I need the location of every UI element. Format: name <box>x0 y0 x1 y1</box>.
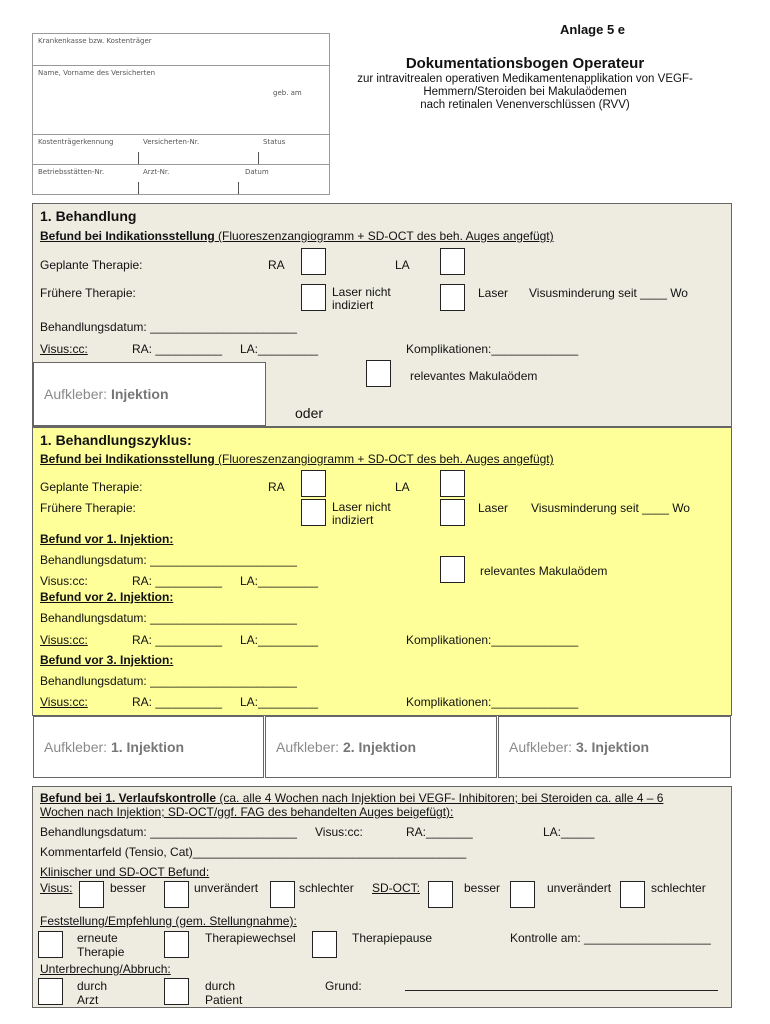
therapiewechsel-checkbox[interactable] <box>164 931 189 958</box>
insurance-box <box>32 33 330 195</box>
aufkleber-injektion-1 <box>33 716 264 778</box>
makulaoedem-2-label: relevantes Makulaödem <box>480 564 608 578</box>
visusminderung-2-field[interactable]: Visusminderung seit ____ Wo <box>531 501 690 515</box>
fruehere-therapie-label: Frühere Therapie: <box>40 286 136 300</box>
ra-2-label: RA <box>268 480 285 494</box>
befund-verlaufskontrolle <box>40 791 730 819</box>
durch-arzt-label <box>77 979 107 1007</box>
visus-cc-inj3-label: Visus:cc: <box>40 695 88 709</box>
geplante-ra-checkbox[interactable] <box>301 248 326 275</box>
ra-inj2-field[interactable]: RA: __________ <box>132 633 223 647</box>
kasse-label: Krankenkasse bzw. Kostenträger <box>38 37 152 45</box>
komplikationen-inj3-field[interactable]: Komplikationen:_____________ <box>406 695 579 709</box>
behandlungsdatum-inj3-field[interactable]: Behandlungsdatum: ______________________ <box>40 674 297 688</box>
befund-indikation <box>40 229 554 243</box>
arztnr-label: Arzt-Nr. <box>143 168 170 176</box>
behandlungsdatum-verlauf-field[interactable]: Behandlungsdatum: ______________________ <box>40 825 297 839</box>
page-title: Dokumentationsbogen Operateur <box>405 55 645 72</box>
visus-schlechter-label: schlechter <box>299 881 354 895</box>
aufkleber-injektion-label: Injektion <box>110 386 169 402</box>
laser-label: Laser <box>478 286 509 300</box>
geplante-la-2-checkbox[interactable] <box>440 470 465 497</box>
befund-verlauf-note2: Wochen nach Injektion; SD-OCT/ggf. FAG des behandelten Auges beigefügt): <box>40 805 454 819</box>
erneute-therapie-checkbox[interactable] <box>38 931 63 958</box>
visus-besser-checkbox[interactable] <box>79 881 104 908</box>
therapiepause-label: Therapiepause <box>352 931 433 945</box>
visus-label: Visus: <box>40 881 73 895</box>
laser-2-checkbox[interactable] <box>440 499 465 526</box>
sdoct-label: SD-OCT: <box>372 881 420 895</box>
komplikationen-inj2-field[interactable]: Komplikationen:_____________ <box>406 633 579 647</box>
visus-cc-verlauf-label: Visus:cc: <box>315 825 363 839</box>
section-behandlungszyklus <box>32 427 732 716</box>
durch-patient-label <box>205 979 242 1007</box>
section2-heading: 1. Behandlungszyklus: <box>40 432 192 448</box>
befund-indikation-label: Befund bei Indikationsstellung <box>40 229 215 243</box>
laser-nicht-indiziert-label <box>332 286 391 312</box>
erneute-text: erneute <box>77 931 118 945</box>
la-label: LA <box>395 258 410 272</box>
visus-cc-label: Visus:cc: <box>40 342 88 356</box>
feststellung-label: Feststellung/Empfehlung (gem. Stellungnahme): <box>40 914 297 928</box>
makulaoedem-2-checkbox[interactable] <box>440 556 465 583</box>
datum-label: Datum <box>245 168 269 176</box>
laser-nicht-text: Laser nicht <box>332 285 391 299</box>
visus-unveraendert-label: unverändert <box>194 881 259 895</box>
visus-cc-inj1-label: Visus:cc: <box>40 574 88 588</box>
laser-checkbox[interactable] <box>440 284 465 311</box>
aufkleber-3-injektion: 3. Injektion <box>575 739 650 755</box>
sdoct-unveraendert-label: unverändert <box>547 881 612 895</box>
durch-patient-checkbox[interactable] <box>164 978 189 1005</box>
arzt-text: Arzt <box>77 993 99 1007</box>
geplante-therapie-2-label: Geplante Therapie: <box>40 480 143 494</box>
la-field[interactable]: LA:_________ <box>240 342 319 356</box>
aufkleber-injektion-2 <box>265 716 497 778</box>
status-label: Status <box>263 138 286 146</box>
name-label: Name, Vorname des Versicherten <box>38 69 156 77</box>
kontrolle-am-field[interactable]: Kontrolle am: ___________________ <box>510 931 711 945</box>
aufkleber-injektion <box>33 362 266 426</box>
la-inj3-field[interactable]: LA:_________ <box>240 695 319 709</box>
laser-2-label: Laser <box>478 501 509 515</box>
geplante-la-checkbox[interactable] <box>440 248 465 275</box>
geb-label: geb. am <box>273 89 302 97</box>
befund-indikation-note: (Fluoreszenzangiogramm + SD-OCT des beh. Auges angefügt) <box>214 229 554 243</box>
geplante-therapie-label: Geplante Therapie: <box>40 258 143 272</box>
befund-vor-2-heading: Befund vor 2. Injektion: <box>40 590 174 604</box>
befund-indikation-2-note: (Fluoreszenzangiogramm + SD-OCT des beh. Auges angefügt) <box>214 452 554 466</box>
unterbrechung-label: Unterbrechung/Abbruch: <box>40 962 171 976</box>
befund-verlauf-label: Befund bei 1. Verlaufskontrolle <box>40 791 217 805</box>
laser-nicht-indiziert-2-label <box>332 501 391 527</box>
ra-verlauf-field[interactable]: RA:_______ <box>406 825 473 839</box>
visusminderung-field[interactable]: Visusminderung seit ____ Wo <box>529 286 688 300</box>
befund-indikation-2-label: Befund bei Indikationsstellung <box>40 452 215 466</box>
ra-field[interactable]: RA: __________ <box>132 342 223 356</box>
laser-nicht-indiziert-checkbox[interactable] <box>301 284 326 311</box>
durch-arzt-checkbox[interactable] <box>38 978 63 1005</box>
behandlungsdatum-inj2-field[interactable]: Behandlungsdatum: ______________________ <box>40 611 297 625</box>
versnr-label: Versicherten-Nr. <box>143 138 200 146</box>
indiziert-2-text: indiziert <box>332 513 374 527</box>
durch-text: durch <box>77 979 108 993</box>
befund-vor-1-heading: Befund vor 1. Injektion: <box>40 532 174 546</box>
sdoct-schlechter-checkbox[interactable] <box>620 881 645 908</box>
sdoct-unveraendert-checkbox[interactable] <box>510 881 535 908</box>
ra-inj3-field[interactable]: RA: __________ <box>132 695 223 709</box>
befund-vor-3-heading: Befund vor 3. Injektion: <box>40 653 174 667</box>
aufkleber-1-label: Aufkleber: <box>44 739 108 755</box>
aufkleber-2-label: Aufkleber: <box>276 739 340 755</box>
page-subtitle <box>340 73 710 112</box>
aufkleber-injektion-3 <box>498 716 731 778</box>
indiziert-text: indiziert <box>332 298 374 312</box>
visus-cc-inj2-label: Visus:cc: <box>40 633 88 647</box>
anlage-label: Anlage 5 e <box>560 22 626 37</box>
visus-besser-label: besser <box>110 881 147 895</box>
klinischer-befund-label: Klinischer und SD-OCT Befund: <box>40 865 210 879</box>
oder-label: oder <box>295 405 324 421</box>
aufkleber-label: Aufkleber: <box>44 386 108 402</box>
subtitle-line: zur intravitrealen operativen Medikamentenapplikation von VEGF- <box>357 73 693 85</box>
grund-label: Grund: <box>325 979 362 993</box>
ra-inj1-field[interactable]: RA: __________ <box>132 574 223 588</box>
makulaoedem-label: relevantes Makulaödem <box>410 369 538 383</box>
befund-indikation-2 <box>40 452 554 466</box>
visus-schlechter-checkbox[interactable] <box>270 881 295 908</box>
erneute-therapie-label <box>77 931 124 959</box>
aufkleber-3-label: Aufkleber: <box>509 739 573 755</box>
subtitle-line: Hemmern/Steroiden bei Makulaödemen <box>423 86 627 98</box>
subtitle-line: nach retinalen Venenverschlüssen (RVV) <box>420 99 630 111</box>
la-inj2-field[interactable]: LA:_________ <box>240 633 319 647</box>
grund-field[interactable] <box>405 990 718 991</box>
sdoct-schlechter-label: schlechter <box>651 881 706 895</box>
aufkleber-2-injektion: 2. Injektion <box>342 739 417 755</box>
geplante-ra-2-checkbox[interactable] <box>301 470 326 497</box>
section1-heading: 1. Behandlung <box>40 208 137 224</box>
sdoct-besser-label: besser <box>464 881 501 895</box>
befund-verlauf-note1: (ca. alle 4 Wochen nach Injektion bei VEGF- Inhibitoren; bei Steroiden ca. alle 4 – 6 <box>216 791 664 805</box>
therapie-text: Therapie <box>77 945 125 959</box>
ra-label: RA <box>268 258 285 272</box>
kennung-label: Kostenträgerkennung <box>38 138 114 146</box>
patient-text: Patient <box>205 993 243 1007</box>
therapiewechsel-label: Therapiewechsel <box>205 931 296 945</box>
kommentarfeld[interactable]: Kommentarfeld (Tensio, Cat)_________________________________________ <box>40 845 467 859</box>
la-verlauf-field[interactable]: LA:_____ <box>543 825 595 839</box>
visus-unveraendert-checkbox[interactable] <box>164 881 189 908</box>
sdoct-besser-checkbox[interactable] <box>428 881 453 908</box>
fruehere-therapie-2-label: Frühere Therapie: <box>40 501 136 515</box>
komplikationen-field[interactable]: Komplikationen:_____________ <box>406 342 579 356</box>
la-inj1-field[interactable]: LA:_________ <box>240 574 319 588</box>
makulaoedem-checkbox[interactable] <box>366 360 391 387</box>
therapiepause-checkbox[interactable] <box>312 931 337 958</box>
laser-nicht-2-text: Laser nicht <box>332 500 391 514</box>
durch-text: durch <box>205 979 236 993</box>
la-2-label: LA <box>395 480 410 494</box>
aufkleber-1-injektion: 1. Injektion <box>110 739 185 755</box>
bsnr-label: Betriebsstätten-Nr. <box>38 168 105 176</box>
behandlungsdatum-field[interactable]: Behandlungsdatum: ______________________ <box>40 320 297 334</box>
laser-nicht-indiziert-2-checkbox[interactable] <box>301 499 326 526</box>
behandlungsdatum-inj1-field[interactable]: Behandlungsdatum: ______________________ <box>40 553 297 567</box>
